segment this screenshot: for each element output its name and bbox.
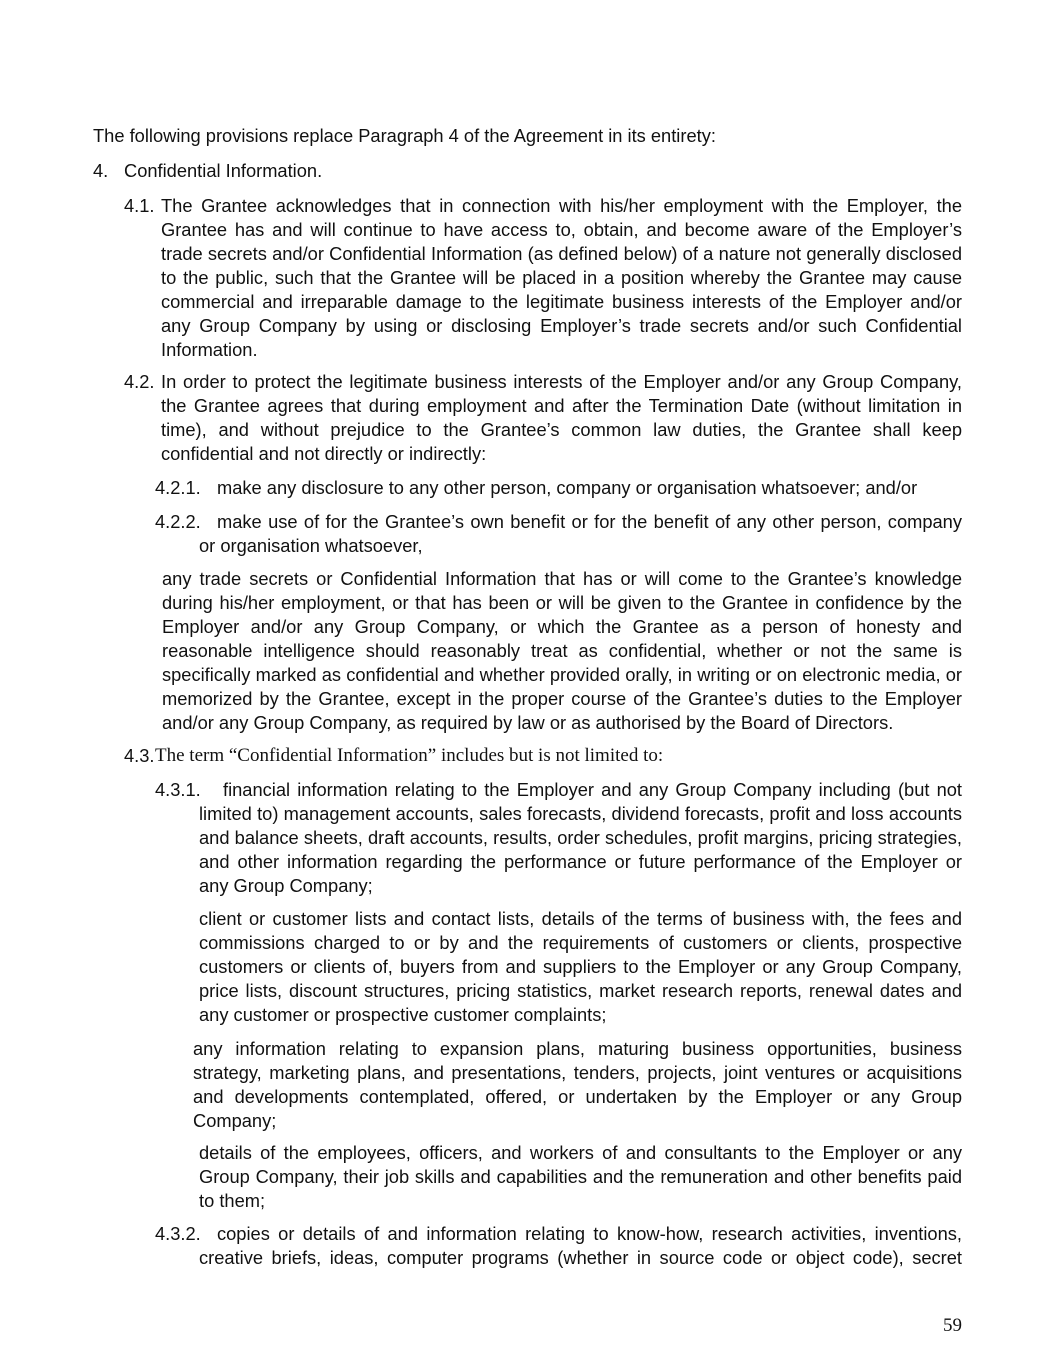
clause-4-2-2-number: 4.2.2. [155,511,201,532]
clause-4-1-number: 4.1. [124,195,155,216]
clause-4-2-text: In order to protect the legitimate business interests of the Employer and/or any Group Company, the Grantee agrees that during employment and after the Termination Date (without limitation in time), and without prejudice to the Grantee’s common law duties, the Grantee shall keep confidential and not directly or indirectly: [161,371,962,464]
clause-4-3-1-text: financial information relating to the Employer and any Group Company including (but not limited to) management accounts, sales forecasts, dividend forecasts, profit and loss accounts and balance sheets, draft accounts, results, order schedules, profit margins, pricing strategies, and other information regarding the performance or future performance of the Employer or any Group Company; [199,779,962,896]
clause-4-3-text: The term “Confidential Information” includes but is not limited to: [155,745,664,766]
clause-4-2-1-text: make any disclosure to any other person, company or organisation whatsoever; and/or [217,477,918,498]
clause-4-3-2-text: copies or details of and information relating to know-how, research activities, inventions, creative briefs, ideas, computer programs (whether in source code or object code), secret [199,1223,962,1268]
section-4-title: Confidential Information. [124,160,323,181]
section-4-number: 4. [93,160,109,181]
clause-4-3-2-number: 4.3.2. [155,1223,201,1244]
clause-4-2-2-text: make use of for the Grantee’s own benefit or for the benefit of any other person, company or organisation whatsoever, [199,511,962,556]
clause-4-3-paragraph-employees: details of the employees, officers, and workers of and consultants to the Employer or any Group Company, their job skills and capabilities and the remuneration and other benefits paid to them; [199,1142,962,1211]
clause-4-3-1-number: 4.3.1. [155,779,201,800]
clause-4-1-text: The Grantee acknowledges that in connection with his/her employment with the Employer, the Grantee has and will continue to have access to, obtain, and become aware of the Employer’s trade secrets and/or Confidential Information (as defined below) of a nature not generally disclosed to the public, such that the Grantee will be placed in a position whereby the Grantee may cause commercial and irreparable damage to the legitimate business interests of the Employer and/or any Group Company by using or disclosing Employer’s trade secrets and/or such Confidential Information. [161,195,962,360]
clause-4-2-continuation: any trade secrets or Confidential Information that has or will come to the Grantee’s knowledge during his/her employment, or that has been or will be given to the Grantee in confidence by the Employer and/or any Group Company, or which the Grantee as a person of honesty and reasonable intelligence should reasonably treat as confidential, whether or not the same is specifically marked as confidential and whether provided orally, in writing or on electronic media, or memorized by the Grantee, except in the proper course of the Grantee’s duties to the Employer and/or any Group Company, as required by law or as authorised by the Board of Directors. [162,568,962,733]
page-number: 59 [943,1315,962,1336]
clause-4-2-1-number: 4.2.1. [155,477,201,498]
intro-paragraph: The following provisions replace Paragraph 4 of the Agreement in its entirety: [93,125,716,146]
clause-4-3-number: 4.3. [124,745,155,766]
clause-4-2-number: 4.2. [124,371,155,392]
clause-4-3-paragraph-expansion: any information relating to expansion plans, maturing business opportunities, business strategy, marketing plans, and presentations, tenders, projects, joint ventures or acquisitions and developments contemplated, offered, or undertaken by the Employer or any Group Company; [193,1038,962,1131]
clause-4-3-paragraph-customers: client or customer lists and contact lists, details of the terms of business with, the fees and commissions charged to or by and the requirements of customers or clients, prospective customers or clients of, buyers from and suppliers to the Employer or any Group Company, price lists, discount structures, pricing statistics, market research reports, renewal dates and any customer or prospective customer complaints; [199,908,962,1025]
